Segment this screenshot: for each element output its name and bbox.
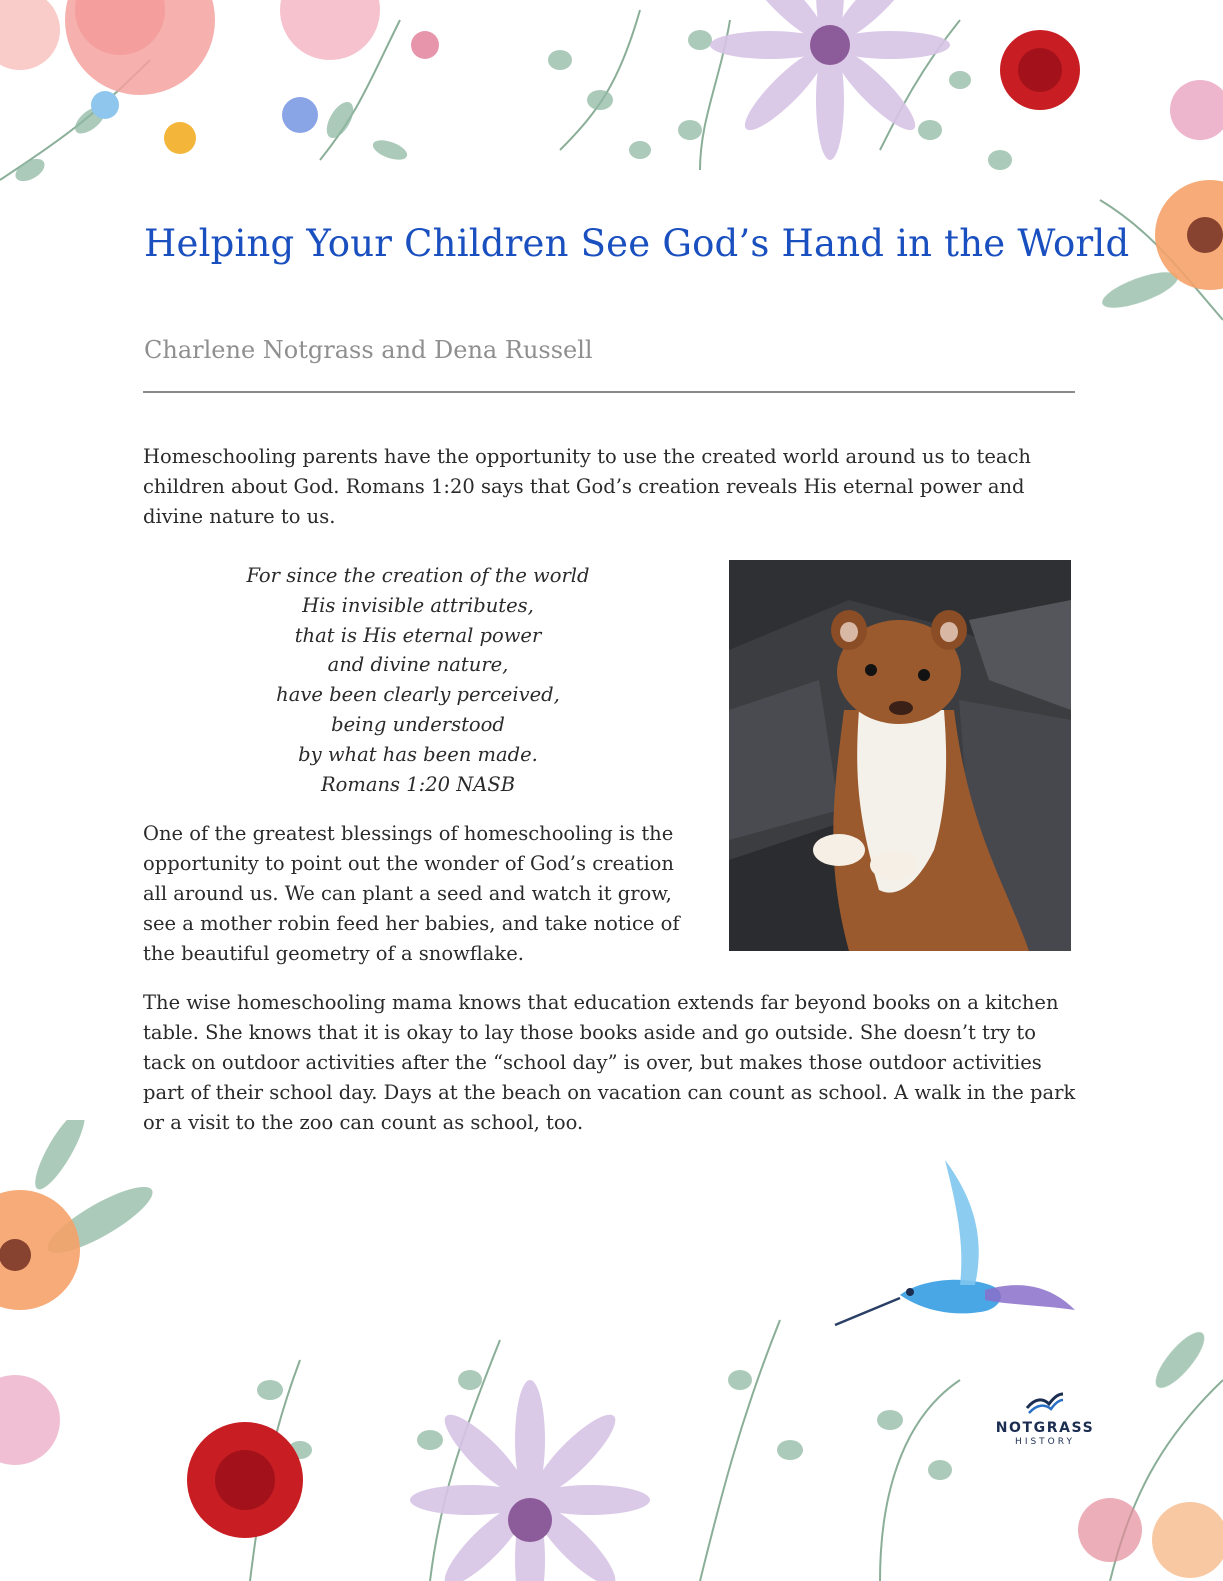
logo-subtitle: HISTORY	[1015, 1437, 1075, 1447]
logo-waves-icon	[1025, 1392, 1065, 1414]
quote-line: that is His eternal power	[294, 623, 542, 647]
paragraph-blessings: One of the greatest blessings of homeschooling is the opportunity to point out the wonder of God’s creation all around us. We can plant a seed and watch it grow, see a mother robin feed her babies, and take notice of the beautiful geometry of a snowflake.	[143, 822, 680, 965]
scripture-quote	[208, 561, 628, 799]
divider	[143, 391, 1075, 393]
quote-line: His invisible attributes,	[302, 593, 534, 617]
quote-citation: Romans 1:20 NASB	[320, 772, 516, 796]
article-authors: Charlene Notgrass and Dena Russell	[144, 336, 593, 364]
notgrass-logo	[985, 1392, 1105, 1454]
logo-wordmark: NOTGRASS	[995, 1420, 1095, 1436]
bottom-floral-border	[0, 1120, 1223, 1581]
article-title: Helping Your Children See God’s Hand in the World	[144, 222, 1130, 265]
quote-line: by what has been made.	[298, 742, 538, 766]
paragraph-wise-mama: The wise homeschooling mama knows that education extends far beyond books on a kitchen table. She knows that it is okay to lay those books aside and go outside. She doesn’t try to tack on outdoor activities after the “school day” is over, but makes those outdoor activities part of their school day. Days at the beach on vacation can count as school. A walk in the park or a visit to the zoo can count as school, too.	[143, 991, 1076, 1134]
intro-paragraph: Homeschooling parents have the opportunity to use the created world around us to teach children about God. Romans 1:20 says that God’s creation reveals His eternal power and divine nature to us.	[143, 445, 1031, 528]
quote-line: being understood	[331, 712, 505, 736]
quote-line: For since the creation of the world	[246, 564, 590, 587]
top-floral-border	[0, 0, 1223, 360]
weasel-photo	[729, 560, 1071, 951]
quote-line: and divine nature,	[327, 653, 509, 677]
quote-line: have been clearly perceived,	[276, 683, 560, 707]
hummingbird-illustration	[835, 1160, 1075, 1325]
